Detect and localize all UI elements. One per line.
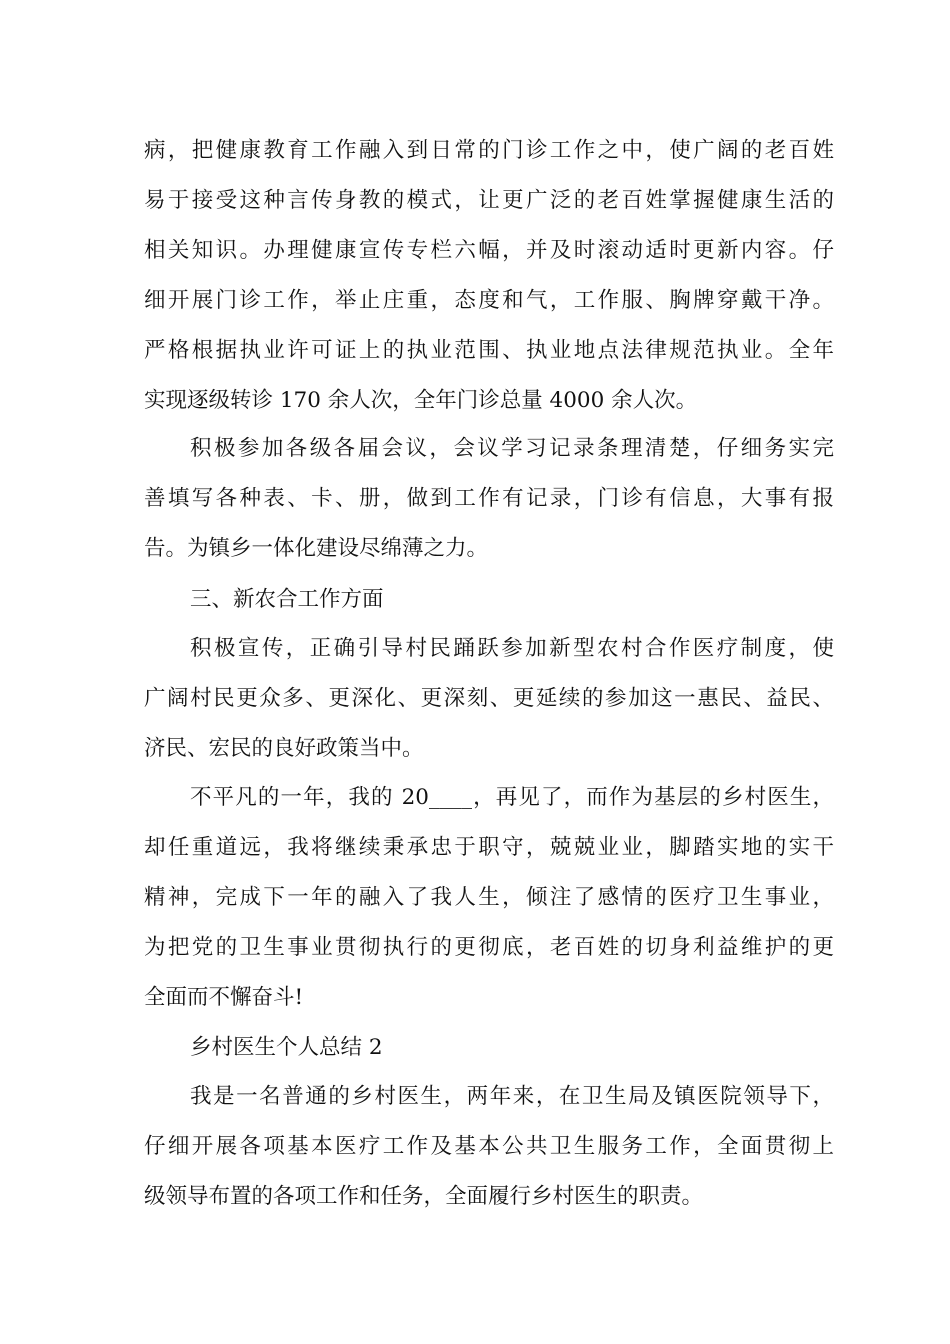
body-text-line: 却任重道远，我将继续秉承忠于职守，兢兢业业，脚踏实地的实干 <box>144 835 834 860</box>
body-text-line: 善填写各种表、卡、册，做到工作有记录，门诊有信息，大事有报 <box>144 486 834 511</box>
paragraph-first-line: 我是一名普通的乡村医生，两年来，在卫生局及镇医院领导下， <box>190 1084 834 1109</box>
body-text-line: 细开展门诊工作，举止庄重，态度和气，工作服、胸牌穿戴干净。 <box>144 288 834 313</box>
body-text-line: 告。为镇乡一体化建设尽绵薄之力。 <box>144 536 489 561</box>
body-text-line: 仔细开展各项基本医疗工作及基本公共卫生服务工作，全面贯彻上 <box>144 1134 834 1159</box>
body-text-line: 济民、宏民的良好政策当中。 <box>144 736 424 761</box>
section-heading: 三、新农合工作方面 <box>190 587 384 612</box>
paragraph-first-line: 不平凡的一年，我的 20____，再见了，而作为基层的乡村医生， <box>190 785 834 810</box>
body-text-line: 相关知识。办理健康宣传专栏六幅，并及时滚动适时更新内容。仔 <box>144 238 834 263</box>
body-text-line: 级领导布置的各项工作和任务，全面履行乡村医生的职责。 <box>144 1184 704 1209</box>
body-text-line: 全面而不懈奋斗! <box>144 985 304 1010</box>
body-text-line: 易于接受这种言传身教的模式，让更广泛的老百姓掌握健康生活的 <box>144 188 834 213</box>
paragraph-first-line: 积极宣传，正确引导村民踊跃参加新型农村合作医疗制度，使 <box>190 636 834 661</box>
section-heading: 乡村医生个人总结 2 <box>190 1035 383 1060</box>
body-text-line: 广阔村民更众多、更深化、更深刻、更延续的参加这一惠民、益民、 <box>144 686 834 711</box>
paragraph-first-line: 积极参加各级各届会议，会议学习记录条理清楚，仔细务实完 <box>190 436 834 461</box>
body-text-line: 精神，完成下一年的融入了我人生，倾注了感情的医疗卫生事业， <box>144 885 834 910</box>
body-text-line: 严格根据执业许可证上的执业范围、执业地点法律规范执业。全年 <box>144 338 834 363</box>
body-text-line: 实现逐级转诊 170 余人次，全年门诊总量 4000 余人次。 <box>144 388 698 413</box>
body-text-line: 为把党的卫生事业贯彻执行的更彻底，老百姓的切身利益维护的更 <box>144 935 834 960</box>
body-text-line: 病，把健康教育工作融入到日常的门诊工作之中，使广阔的老百姓 <box>144 138 834 163</box>
